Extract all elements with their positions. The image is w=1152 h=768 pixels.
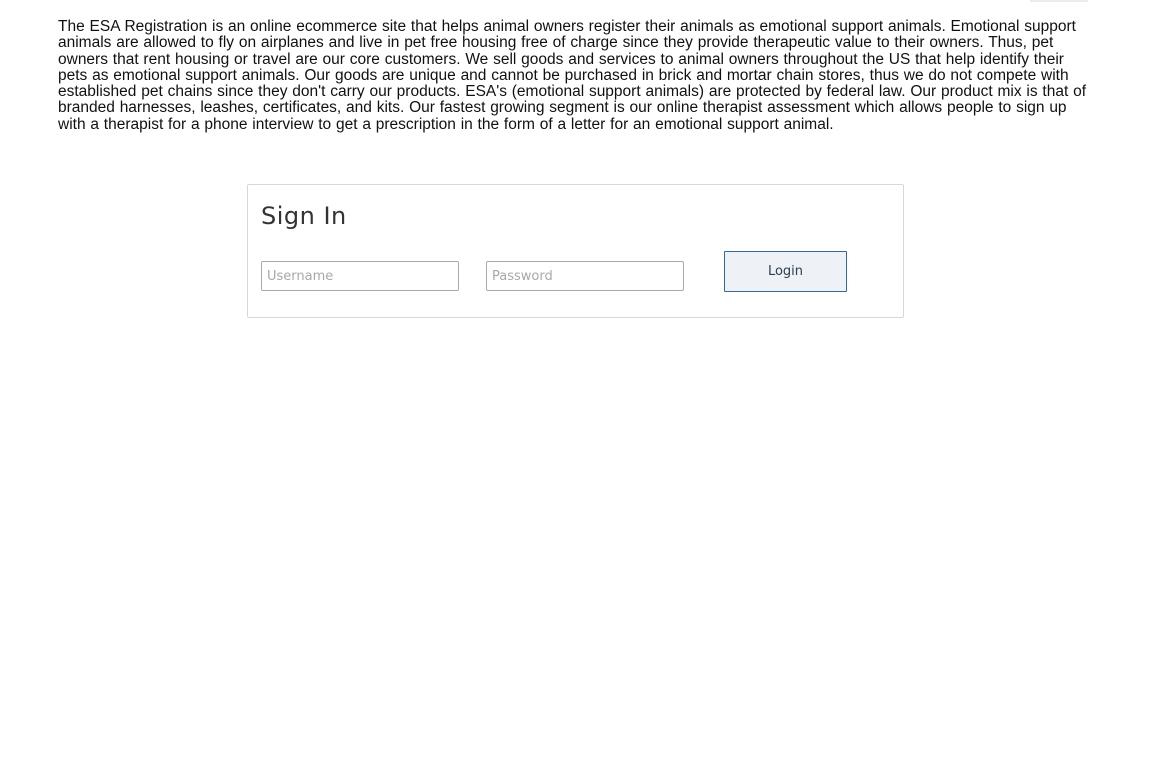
username-input[interactable] <box>261 261 459 291</box>
top-edge-element <box>1030 0 1088 2</box>
sign-in-form <box>247 184 904 318</box>
password-input[interactable] <box>486 261 684 291</box>
login-button[interactable]: Login <box>724 251 847 292</box>
sign-in-title: Sign In <box>261 202 347 230</box>
intro-paragraph: The ESA Registration is an online ecommerce site that helps animal owners register their animals as emotional support animals. Emotional support animals are allowed to fly on airplanes and live in pet free housing free of charge since they provide therapeutic value to their owners. Thus, pet owners that rent housing or travel are our core customers. We sell goods and services to animal owners throughout the US that help identify their pets as emotional support animals. Our goods are unique and cannot be purchased in brick and mortar chain stores, thus we do not compete with established pet chains since they don't carry our products. ESA's (emotional support animals) are protected by federal law. Our product mix is that of branded harnesses, leashes, certificates, and kits. Our fastest growing segment is our online therapist assessment which allows people to sign up with a therapist for a phone interview to get a prescription in the form of a letter for an emotional support animal. <box>58 18 1087 133</box>
